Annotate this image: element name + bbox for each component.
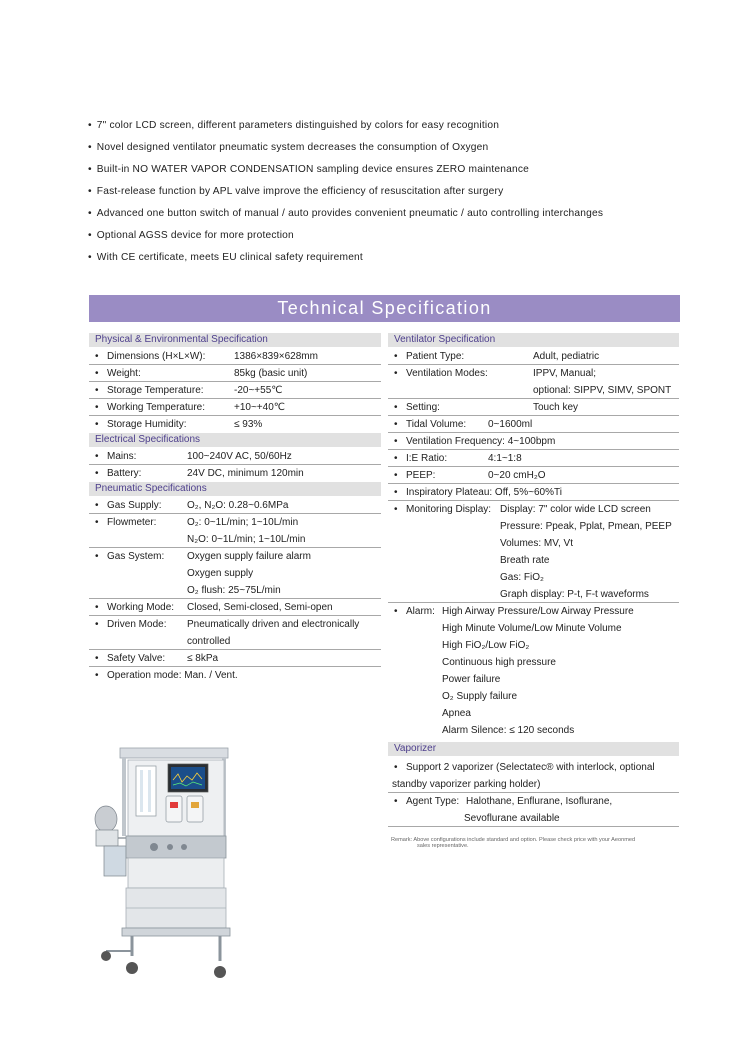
bullet-icon: • (394, 487, 398, 498)
spec-value: Closed, Semi-closed, Semi-open (187, 602, 333, 613)
spec-label: Working Temperature: (107, 402, 206, 413)
spec-row-alarm-cont (388, 688, 679, 705)
spec-row-safety-valve (89, 650, 381, 667)
bullet-icon: • (95, 419, 99, 430)
spec-value: Gas: FiO₂ (500, 572, 544, 583)
spec-row-alarm-cont (388, 620, 679, 637)
left-spec-column (89, 333, 381, 684)
spec-row-working-mode (89, 599, 381, 616)
remark-line: sales representative. (417, 843, 469, 850)
spec-label: Battery: (107, 468, 142, 479)
bullet-icon: • (95, 385, 99, 396)
spec-value: Alarm Silence: ≤ 120 seconds (442, 725, 575, 736)
spec-value: 85kg (basic unit) (234, 368, 308, 379)
spec-row-alarm-cont (388, 654, 679, 671)
spec-value: O₂, N₂O: 0.28~0.6MPa (187, 500, 289, 511)
spec-value: O₂ Supply failure (442, 691, 518, 702)
remark-line: Remark: Above configurations include standard and option. Please check price with your Aeonmed (391, 837, 636, 843)
spec-label: Safety Valve: (107, 653, 166, 664)
bullet-icon: • (394, 606, 398, 617)
bullet-icon: • (394, 368, 398, 379)
spec-value: controlled (187, 636, 231, 647)
bullet-icon: • (95, 602, 99, 613)
spec-row-peep (388, 467, 679, 484)
spec-row-monitoring-cont (388, 518, 679, 535)
spec-row-weight (89, 365, 381, 382)
spec-row-monitoring-cont (388, 586, 679, 603)
feature-item: • With CE certificate, meets EU clinical safety requirement (88, 250, 688, 272)
spec-label: Dimensions (H×L×W): (107, 351, 206, 362)
spec-row-flowmeter (89, 514, 381, 531)
remark-note (391, 837, 681, 850)
bullet-icon: • (95, 670, 99, 681)
spec-row-gas-system-cont (89, 582, 381, 599)
spec-value: Volumes: MV, Vt (500, 538, 573, 549)
spec-value: Sevoflurane available (464, 813, 560, 824)
spec-row-gas-system (89, 548, 381, 565)
spec-value: Oxygen supply (187, 568, 254, 579)
spec-label: PEEP: (406, 470, 436, 481)
spec-row-patient-type (388, 348, 679, 365)
spec-value: Adult, pediatric (533, 351, 600, 362)
spec-label: Mains: (107, 451, 137, 462)
spec-row-gas-supply (89, 497, 381, 514)
spec-row-vaporizer (388, 759, 679, 776)
spec-value: ≤ 8kPa (187, 653, 219, 664)
spec-row-gas-system-cont (89, 565, 381, 582)
spec-row-alarm-cont (388, 671, 679, 688)
bullet-icon: • (95, 368, 99, 379)
spec-label: I:E Ratio: (406, 453, 448, 464)
spec-value: Pressure: Ppeak, Pplat, Pmean, PEEP (500, 521, 672, 532)
spec-value: 4:1~1:8 (488, 453, 522, 464)
spec-value: 0~1600ml (488, 419, 533, 430)
feature-item: • Optional AGSS device for more protection (88, 228, 688, 250)
spec-label: Gas Supply: (107, 500, 162, 511)
spec-value: Apnea (442, 708, 471, 719)
bullet-icon: • (95, 468, 99, 479)
feature-item: • Built-in NO WATER VAPOR CONDENSATION sampling device ensures ZERO maintenance (88, 162, 688, 184)
spec-row-vaporizer-cont (388, 776, 679, 793)
spec-label: Inspiratory Plateau: Off, 5%~60%Ti (406, 487, 562, 498)
spec-value: High Airway Pressure/Low Airway Pressure (442, 606, 634, 617)
spec-value: Display: 7" color wide LCD screen (500, 504, 651, 515)
spec-value: Pneumatically driven and electronically (187, 619, 360, 630)
spec-label: Flowmeter: (107, 517, 157, 528)
bullet-icon: • (95, 451, 99, 462)
ventilator-section-header: Ventilator Specification (388, 333, 679, 347)
spec-row-mains (89, 448, 381, 465)
spec-label: Patient Type: (406, 351, 465, 362)
pneumatic-section-header: Pneumatic Specifications (89, 482, 381, 496)
feature-item: • 7" color LCD screen, different parameters distinguished by colors for easy recognition (88, 118, 688, 140)
spec-value: Breath rate (500, 555, 550, 566)
spec-value: 0~20 cmH₂O (488, 470, 546, 481)
spec-row-monitoring-cont (388, 535, 679, 552)
spec-value: O₂ flush: 25~75L/min (187, 585, 281, 596)
spec-row-monitoring (388, 501, 679, 518)
spec-title-banner (89, 295, 680, 322)
spec-row-humidity (89, 416, 381, 433)
spec-label: Driven Mode: (107, 619, 167, 630)
spec-row-monitoring-cont (388, 552, 679, 569)
bullet-icon: • (394, 762, 398, 773)
spec-label: Support 2 vaporizer (Selectatec® with interlock, optional (406, 762, 655, 773)
bullet-icon: • (394, 796, 398, 807)
spec-label: Operation mode: Man. / Vent. (107, 670, 238, 681)
spec-row-ie-ratio (388, 450, 679, 467)
spec-row-tidal-volume (388, 416, 679, 433)
spec-value: IPPV, Manual; (533, 368, 597, 379)
spec-row-dimensions (89, 348, 381, 365)
spec-row-working-temp (89, 399, 381, 416)
feature-list (88, 118, 688, 272)
spec-label: Working Mode: (107, 602, 175, 613)
vaporizer-section-header: Vaporizer (388, 742, 679, 756)
bullet-icon: • (394, 504, 398, 515)
spec-label: Agent Type: (406, 796, 460, 807)
spec-row-alarm-cont (388, 637, 679, 654)
spec-label: Gas System: (107, 551, 165, 562)
spec-row-driven-mode (89, 616, 381, 633)
spec-row-alarm-cont (388, 705, 679, 722)
spec-row-flowmeter-cont (89, 531, 381, 548)
bullet-icon: • (394, 470, 398, 481)
spec-row-plateau (388, 484, 679, 501)
spec-row-agent-type (388, 793, 679, 810)
spec-row-driven-mode-cont (89, 633, 381, 650)
spec-label: Monitoring Display: (406, 504, 492, 515)
spec-value: 24V DC, minimum 120min (187, 468, 304, 479)
spec-label: Storage Humidity: (107, 419, 187, 430)
spec-label: Setting: (406, 402, 440, 413)
spec-row-vent-modes-cont (388, 382, 679, 399)
bullet-icon: • (394, 453, 398, 464)
spec-value: -20~+55℃ (234, 385, 283, 396)
spec-value: Power failure (442, 674, 501, 685)
spec-row-alarm-cont (388, 722, 679, 739)
spec-label: Ventilation Frequency: 4~100bpm (406, 436, 556, 447)
spec-value: Graph display: P-t, F-t waveforms (500, 589, 649, 600)
spec-value: Touch key (533, 402, 579, 413)
spec-value: High Minute Volume/Low Minute Volume (442, 623, 622, 634)
bullet-icon: • (95, 500, 99, 511)
bullet-icon: • (394, 419, 398, 430)
spec-value: Oxygen supply failure alarm (187, 551, 311, 562)
feature-item: • Fast-release function by APL valve improve the efficiency of resuscitation after surgery (88, 184, 688, 206)
spec-row-operation-mode (89, 667, 381, 684)
spec-value: optional: SIPPV, SIMV, SPONT (533, 385, 672, 396)
spec-row-agent-type-cont (388, 810, 679, 827)
spec-value: Halothane, Enflurane, Isoflurane, (466, 796, 613, 807)
bullet-icon: • (95, 517, 99, 528)
spec-row-setting (388, 399, 679, 416)
spec-row-vent-frequency (388, 433, 679, 450)
bullet-icon: • (394, 351, 398, 362)
spec-value: O₂: 0~1L/min; 1~10L/min (187, 517, 299, 528)
spec-value: standby vaporizer parking holder) (392, 779, 541, 790)
spec-value: 100~240V AC, 50/60Hz (187, 451, 292, 462)
spec-row-monitoring-cont (388, 569, 679, 586)
spec-value: +10~+40℃ (234, 402, 285, 413)
spec-label: Weight: (107, 368, 141, 379)
spec-value: Continuous high pressure (442, 657, 556, 668)
spec-row-battery (89, 465, 381, 482)
bullet-icon: • (95, 619, 99, 630)
bullet-icon: • (394, 402, 398, 413)
bullet-icon: • (95, 351, 99, 362)
right-spec-column (388, 333, 679, 827)
spec-label: Alarm: (406, 606, 435, 617)
anesthesia-machine-image (92, 746, 242, 981)
spec-row-alarm (388, 603, 679, 620)
spec-value: High FiO₂/Low FiO₂ (442, 640, 530, 651)
bullet-icon: • (95, 551, 99, 562)
electrical-section-header: Electrical Specifications (89, 433, 381, 447)
bullet-icon: • (95, 402, 99, 413)
feature-item: • Novel designed ventilator pneumatic system decreases the consumption of Oxygen (88, 140, 688, 162)
spec-row-storage-temp (89, 382, 381, 399)
spec-label: Storage Temperature: (107, 385, 204, 396)
feature-item: • Advanced one button switch of manual / auto provides convenient pneumatic / auto controlling interchanges (88, 206, 688, 228)
spec-label: Ventilation Modes: (406, 368, 488, 379)
bullet-icon: • (95, 653, 99, 664)
spec-label: Tidal Volume: (406, 419, 467, 430)
spec-title: Technical Specification (277, 298, 492, 318)
spec-value: ≤ 93% (234, 419, 263, 430)
bullet-icon: • (394, 436, 398, 447)
spec-row-vent-modes (388, 365, 679, 382)
physical-section-header: Physical & Environmental Specification (89, 333, 381, 347)
spec-value: N₂O: 0~1L/min; 1~10L/min (187, 534, 306, 545)
spec-value: 1386×839×628mm (234, 351, 318, 362)
